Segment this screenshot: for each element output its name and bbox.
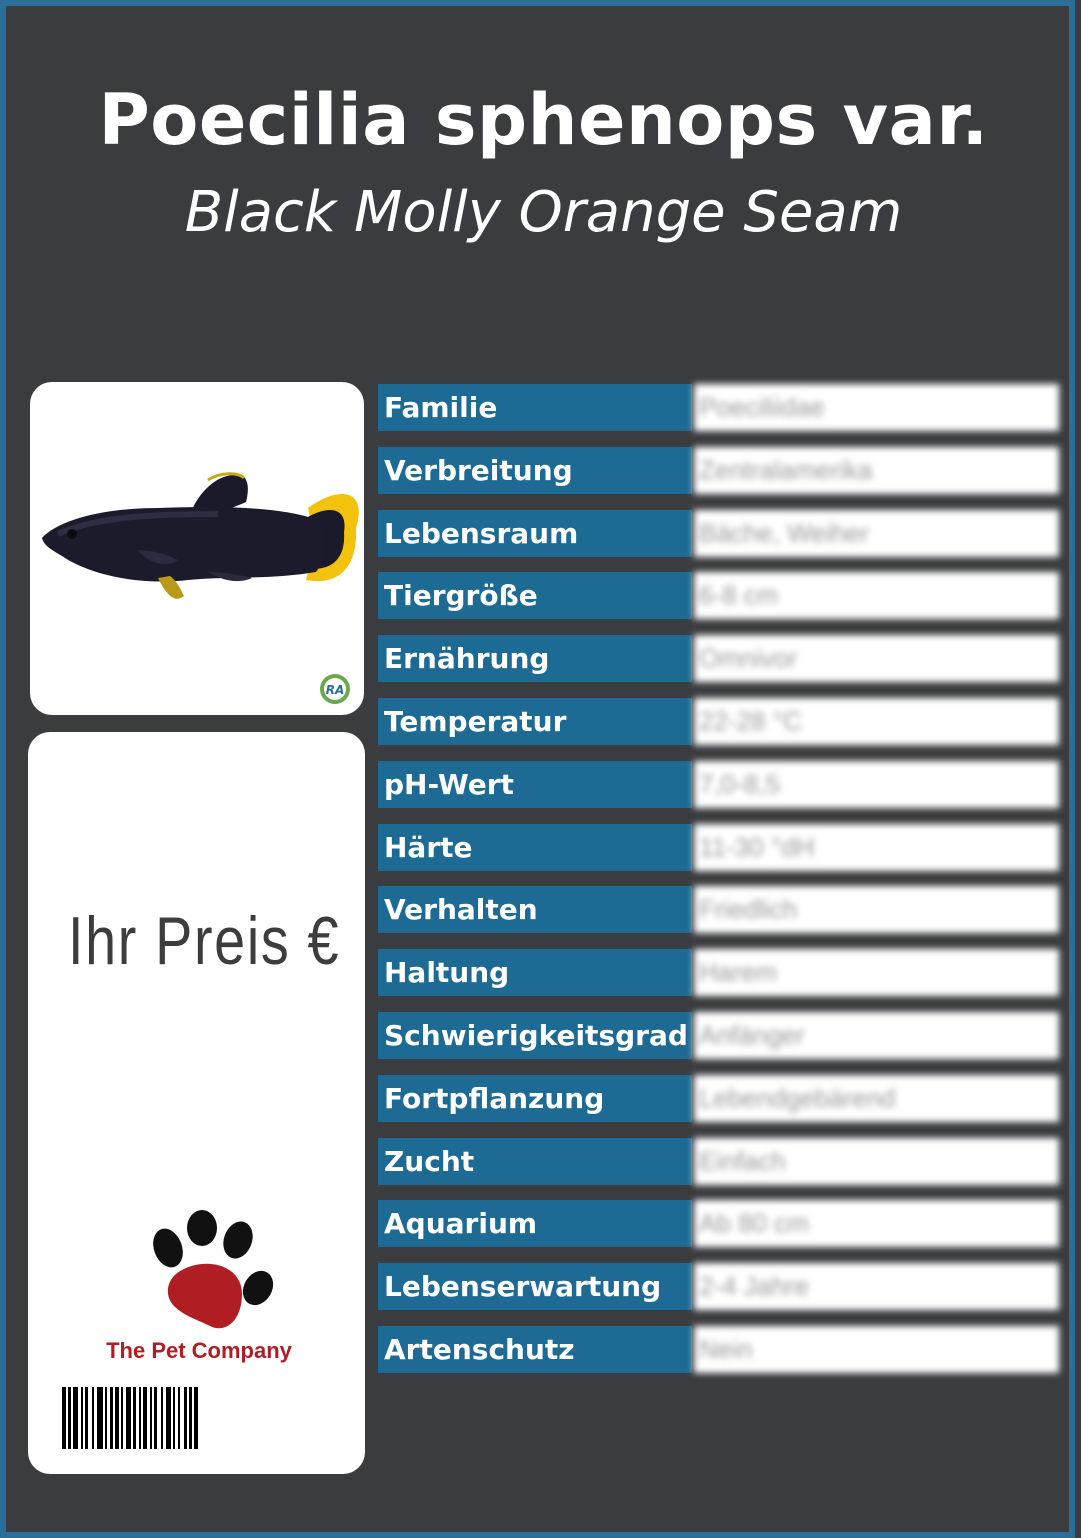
fact-row [378, 510, 1059, 557]
fact-value: 2-4 Jahre [694, 1263, 1059, 1310]
fact-value: Anfänger [694, 1012, 1059, 1059]
fact-value: Friedlich [694, 886, 1059, 933]
fact-row [378, 1075, 1059, 1122]
fact-value: Einfach [694, 1138, 1059, 1185]
barcode-icon [62, 1387, 338, 1449]
fact-label: Haltung [378, 949, 692, 996]
fact-label: Temperatur [378, 698, 692, 745]
fact-label: Familie [378, 384, 692, 431]
fact-row [378, 447, 1059, 494]
fact-label: Lebenserwartung [378, 1263, 692, 1310]
fact-value: 7,0-8,5 [694, 761, 1059, 808]
fact-value: Poeciliidae [694, 384, 1059, 431]
fact-value: Omnivor [694, 635, 1059, 682]
fact-label: Aquarium [378, 1200, 692, 1247]
fact-label: Verbreitung [378, 447, 692, 494]
fact-value: Bäche, Weiher [694, 510, 1059, 557]
fact-label: Artenschutz [378, 1326, 692, 1373]
ra-logo-icon [319, 673, 351, 705]
fact-label: Verhalten [378, 886, 692, 933]
fact-label: pH-Wert [378, 761, 692, 808]
fact-row [378, 698, 1059, 745]
fact-label: Lebensraum [378, 510, 692, 557]
price-panel [28, 732, 365, 1474]
fact-row [378, 1138, 1059, 1185]
fact-value: Nein [694, 1326, 1059, 1373]
fact-value: 11-30 °dH [694, 824, 1059, 871]
fact-value: 6-8 cm [694, 572, 1059, 619]
company-name: The Pet Company [106, 1338, 292, 1363]
fact-label: Fortpflanzung [378, 1075, 692, 1122]
fact-row [378, 572, 1059, 619]
fact-row [378, 886, 1059, 933]
fact-row [378, 1200, 1059, 1247]
fact-row [378, 384, 1059, 431]
price-label: Ihr Preis € [68, 903, 341, 979]
fact-value: 22-28 °C [694, 698, 1059, 745]
fact-row [378, 824, 1059, 871]
ra-logo-text: RA [325, 683, 345, 697]
paw-icon [138, 1210, 278, 1340]
fact-value: Harem [694, 949, 1059, 996]
fact-label: Härte [378, 824, 692, 871]
fact-row [378, 1326, 1059, 1373]
fact-row [378, 635, 1059, 682]
fact-value: Ab 80 cm [694, 1200, 1059, 1247]
fish-photo-panel [30, 382, 364, 715]
fact-label: Zucht [378, 1138, 692, 1185]
fact-row [378, 949, 1059, 996]
fact-row [378, 761, 1059, 808]
fact-value: Zentralamerika [694, 447, 1059, 494]
fact-label: Schwierigkeitsgrad [378, 1012, 692, 1059]
fact-row [378, 1263, 1059, 1310]
fact-label: Tiergröße [378, 572, 692, 619]
page-subtitle: Black Molly Orange Seam [184, 180, 903, 245]
fact-value: Lebendgebärend [694, 1075, 1059, 1122]
fish-photo [38, 468, 358, 618]
fact-row [378, 1012, 1059, 1059]
fact-label: Ernährung [378, 635, 692, 682]
page-title: Poecilia sphenops var. [98, 79, 989, 161]
